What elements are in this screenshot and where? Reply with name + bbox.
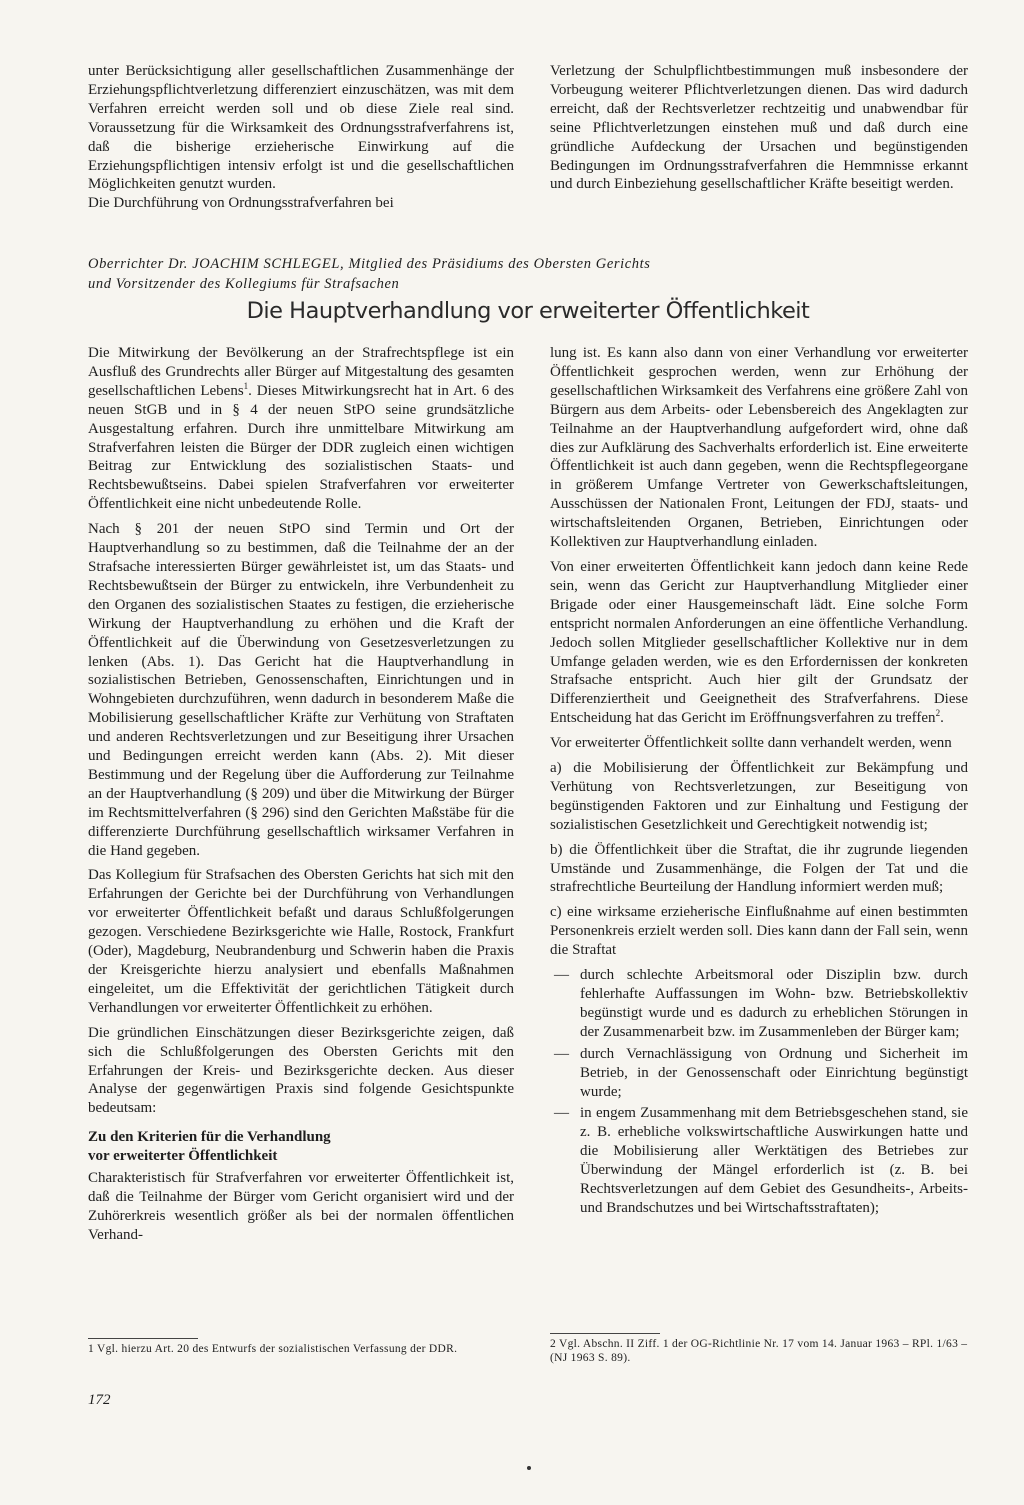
- top-left-paragraph-2: Die Durchführung von Ordnungsstrafverfahren bei: [88, 195, 394, 212]
- left-paragraph-2: Nach § 201 der neuen StPO sind Termin und Ort der Hauptverhandlung so zu bestimmen, daß die Teilnahme der an der Strafsache interessierten Bürger gewährleistet ist, um das Staats- und Rechtsbewußtsein der Bürger zu entwickeln, ihre Verbundenheit zu den Organen des sozialistischen Staates zu festigen, die erzieherische Wirkung der Hauptverhandlung zu erhöhen und die Kraft der Öffentlichkeit auf die Überwindung von Gesetzesverletzungen zu lenken (Abs. 1). Das Gericht hat die Hauptverhandlung in sozialistischen Betrieben, Genossenschaften, Einrichtungen und in Wohngebieten durchzuführen, wenn dadurch in besonderem Maße die Mobilisierung gesellschaftlicher Kräfte zur Verhütung von Straftaten und anderen Rechtsverletzungen und zur Beseitigung ihrer Ursachen und Bedingungen erreicht werden kann (Abs. 2). Mit dieser Bestimmung und der Regelung über die Aufforderung zur Teilnahme an der Hauptverhandlung (§ 209) und über die Mitwirkung der Bürger im Rechtsmittelverfahren (§ 296) sind den Gerichten Maßstäbe für die differenzierte Durchführung gesellschaftlich wirksamer Verfahren in die Hand gegeben.: [88, 521, 514, 859]
- left-paragraph-1: [88, 344, 514, 514]
- footnote-ref-2: 2: [935, 708, 941, 719]
- footnote-rule-left: [88, 1338, 198, 1339]
- main-right-column: [550, 344, 968, 1221]
- right-paragraph-1: lung ist. Es kann also dann von einer Verhandlung vor erweiterter Öffentlichkeit gesprochen werden, wenn zur Erhöhung der gesellschaftlichen Wirksamkeit des Verfahrens eine größere Zahl von Bürgern aus dem Arbeits- oder Lebensbereich des Angeklagten zur Teilnahme an der Hauptverhandlung aufgefordert wird, ohne daß dies zur Aufklärung des Sachverhalts erforderlich ist. Eine erweiterte Öffentlichkeit ist auch dann gegeben, wenn die Rechtspflegeorgane in größerem Umfange Vertreter von Gewerkschaftsleitungen, Ausschüssen der Nationalen Front, Leitungen der FDJ, staats- und wirtschaftsleitenden Organen, Betrieben, Einrichtungen oder Kollektiven zur Hauptverhandlung einladen.: [550, 345, 968, 551]
- left-paragraph-5: Charakteristisch für Strafverfahren vor erweiterter Öffentlichkeit ist, daß die Teilnahme der Bürger vom Gericht organisiert wird und der Zuhörerkreis wesentlich größer als bei der normalen öffentlichen Verhand-: [88, 1170, 514, 1243]
- byline-line-1: Oberrichter Dr. JOACHIM SCHLEGEL, Mitglied des Präsidiums des Obersten Gerichts: [88, 256, 651, 272]
- main-left-column: [88, 344, 514, 1251]
- left-paragraph-4: Die gründlichen Einschätzungen dieser Bezirksgerichte zeigen, daß sich die Schlußfolgerungen des Obersten Gerichts mit den Erfahrungen der Kreis- und Bezirksgerichte decken. Aus dieser Analyse der gegenwärtigen Praxis sind folgende Gesichtspunkte bedeutsam:: [88, 1024, 514, 1117]
- top-left-paragraph-1: unter Berücksichtigung aller gesellschaftlichen Zusammenhänge der Erziehungspflichtverletzung differenziert einzuschätzen, was mit dem Verfahren erreicht werden soll und ob diese Ziele real sind. Voraussetzung für die Wirksamkeit des Ordnungsstrafverfahrens ist, daß die bisherige erzieherische Einwirkung auf die Erziehungspflichtigen intensiv erfolgt ist und die gesellschaftlichen Möglichkeiten genutzt wurden.: [88, 63, 514, 193]
- page-number: 172: [88, 1392, 111, 1408]
- dash-marker: —: [554, 1045, 569, 1062]
- print-dot: [527, 1466, 531, 1470]
- left-paragraph-3: Das Kollegium für Strafsachen des Obersten Gerichts hat sich mit den Erfahrungen der Gerichte bei der Durchführung von Verhandlungen vor erweiterter Öffentlichkeit befaßt und daraus Schlußfolgerungen gezogen. Verschiedene Bezirksgerichte wie Halle, Rostock, Frankfurt (Oder), Magdeburg, Neubrandenburg und Schwerin haben die Praxis der Kreisgerichte hierzu analysiert und ebenfalls Maßnahmen eingeleitet, um die Effektivität der gerichtlichen Tätigkeit durch Verhandlungen vor erweiterter Öffentlichkeit zu erhöhen.: [88, 867, 514, 1016]
- left-p1-rest: . Dieses Mitwirkungsrecht hat in Art. 6 des neuen StGB und in § 4 der neuen StPO seine grundsätzliche Ausgestaltung erfahren. Durch ihre unmittelbare Mitwirkung am Strafverfahren leisten die Bürger der DDR zugleich einen wichtigen Beitrag zur Entwicklung des sozialistischen Staats- und Rechtsbewußtseins. Dabei spielen Strafverfahren vor erweiterter Öffentlichkeit eine nicht unbedeutende Rolle.: [88, 382, 514, 513]
- byline-line-2: und Vorsitzender des Kollegiums für Strafsachen: [88, 275, 400, 292]
- dash-item-2: [550, 1045, 968, 1102]
- dash-item-1: [550, 966, 968, 1042]
- dash-marker: —: [554, 967, 569, 984]
- dash-item-2-text: durch Vernachlässigung von Ordnung und Sicherheit im Betrieb, in der Genossenschaft oder Einrichtung begünstigt wurde;: [580, 1045, 968, 1100]
- right-paragraph-3: Vor erweiterter Öffentlichkeit sollte dann verhandelt werden, wenn: [550, 735, 952, 752]
- dash-marker: —: [554, 1105, 569, 1122]
- footnote-ref-1: 1: [243, 380, 249, 391]
- right-p2-end: .: [940, 710, 944, 727]
- subheading-line-2: vor erweiterter Öffentlichkeit: [88, 1148, 278, 1165]
- top-right-column: [550, 62, 968, 194]
- subheading-line-1: Zu den Kriterien für die Verhandlung: [88, 1129, 331, 1146]
- left-p1-text: Die Mitwirkung der Bevölkerung an der Strafrechtspflege ist ein Ausfluß des Grundrechts aller Bürger auf Mitgestaltung des gesamten gesellschaftlichen Lebens: [88, 345, 514, 399]
- footnote-2: 2 Vgl. Abschn. II Ziff. 1 der OG-Richtlinie Nr. 17 vom 14. Januar 1963 – RPl. 1/63 – (NJ 1963 S. 89).: [550, 1338, 968, 1364]
- dash-item-1-text: durch schlechte Arbeitsmoral oder Disziplin bzw. durch fehlerhafte Auffassungen im Wohn- bzw. Betriebskollektiv begünstigt wurde und es dadurch zu erheblichen Störungen in der Zusammenarbeit bzw. im Zusammenleben der Bürger kam;: [580, 967, 968, 1040]
- dash-item-3: [550, 1104, 968, 1217]
- section-subheading: [88, 1128, 514, 1166]
- top-right-paragraph: Verletzung der Schulpflichtbestimmungen muß insbesondere der Vorbeugung weiterer Pflichtverletzungen dienen. Das wird dadurch erreicht, daß der Rechtsverletzer rechtzeitig und unabwendbar für seine Pflichtverletzungen einstehen muß und daß durch eine gründliche Aufdeckung der Ursachen und begünstigenden Bedingungen im Ordnungsstrafverfahren die Hemmnisse erkannt und durch Einbeziehung gesellschaftlicher Kräfte beseitigt werden.: [550, 63, 968, 193]
- right-paragraph-2: [550, 558, 968, 728]
- list-item-a: a) die Mobilisierung der Öffentlichkeit zur Bekämpfung und Verhütung von Rechtsverletzungen, zur Beseitigung von begünstigenden Faktoren und zur Einhaltung und Festigung der sozialistischen Gesetzlichkeit und Gerechtigkeit notwendig ist;: [550, 760, 968, 833]
- list-item-c: c) eine wirksame erzieherische Einflußnahme auf einen bestimmten Personenkreis erzielt werden soll. Dies kann dann der Fall sein, wenn die Straftat: [550, 904, 968, 959]
- list-item-b: b) die Öffentlichkeit über die Straftat, die ihr zugrunde liegenden Umstände und Zusammenhänge, die Folgen der Tat und die strafrechtliche Beurteilung der Handlung informiert werden muß;: [550, 841, 968, 896]
- author-byline: [88, 255, 968, 294]
- footnote-1: 1 Vgl. hierzu Art. 20 des Entwurfs der sozialistischen Verfassung der DDR.: [88, 1343, 458, 1355]
- footnote-rule-right: [550, 1333, 660, 1334]
- dash-item-3-text: in engem Zusammenhang mit dem Betriebsgeschehen stand, sie z. B. erhebliche volkswirtschaftliche Auswirkungen hatte und die Mobilisierung aller Werktätigen des Betriebes zur Überwindung der Mängel erforderlich ist (z. B. bei Rechtsverletzungen auf dem Gebiet des Gesundheits-, Arbeits- und Brandschutzes und bei Wirtschaftsstraftaten);: [580, 1105, 968, 1216]
- right-p2-text: Von einer erweiterten Öffentlichkeit kann jedoch dann keine Rede sein, wenn das Gericht zur Hauptverhandlung Mitglieder einer Brigade oder einer Hausgemeinschaft lädt. Eine solche Form entspricht normalen Anforderungen an eine öffentliche Verhandlung. Jedoch sollen Mitglieder gesellschaftlicher Kollektive nur in dem Umfange geladen werden, wie es den Erfordernissen der konkreten Strafsache entspricht. Auch hier gilt der Grundsatz der Differenziertheit und Geeignetheit des Strafverfahrens. Diese Entscheidung hat das Gericht im Eröffnungsverfahren zu treffen: [550, 558, 968, 727]
- top-left-column: [88, 62, 514, 213]
- article-title: Die Hauptverhandlung vor erweiterter Öffentlichkeit: [246, 298, 810, 324]
